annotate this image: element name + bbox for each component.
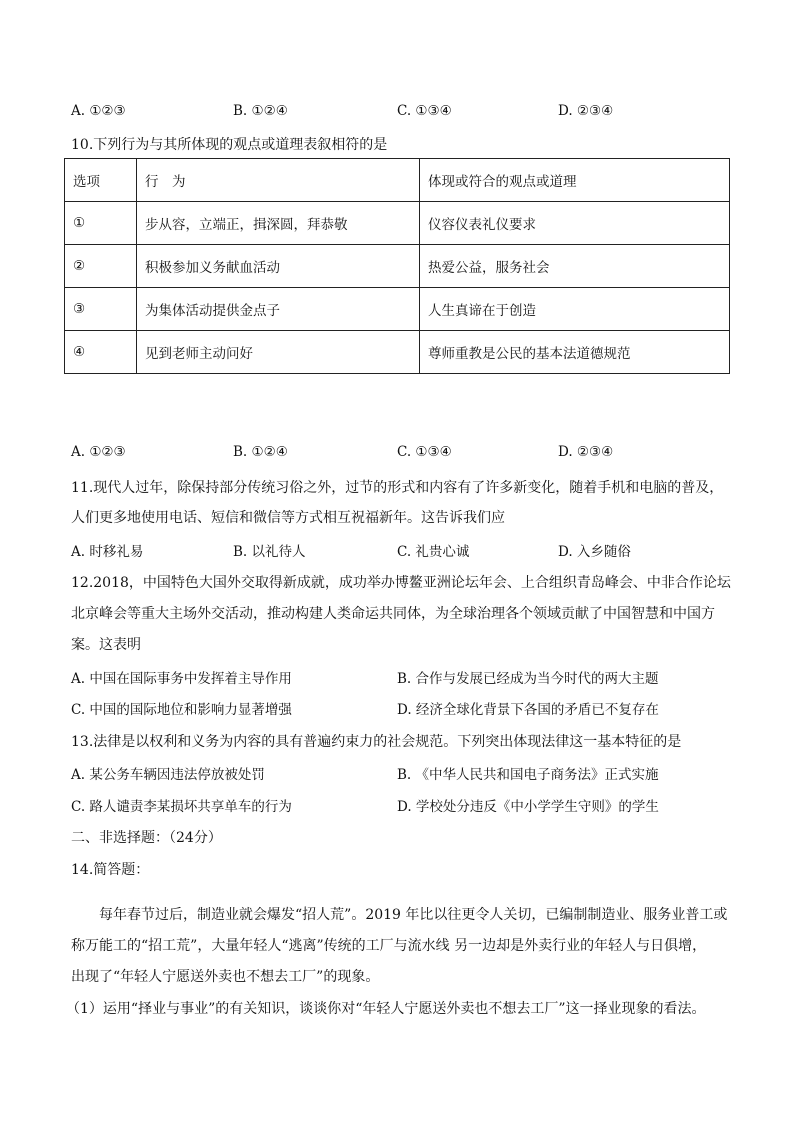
q11-option-d: D. 入乡随俗 <box>558 544 631 560</box>
q13-stem: 13.法律是以权利和义务为内容的具有普遍约束力的社会规范。下列突出体现法律这一基本特征的是 <box>71 734 682 750</box>
table-cell: ③ <box>65 288 137 331</box>
table-row <box>65 288 730 331</box>
table-row <box>65 331 730 374</box>
q12-stem-line-3: 案。这表明 <box>71 637 141 653</box>
q14-paragraph-line-1: 每年春节过后，制造业就会爆发“招人荒”。2019 年比以往更令人关切，已编制制造业、服务业普工或 <box>99 907 728 923</box>
q11-option-a: A. 时移礼易 <box>71 544 144 560</box>
q14-paragraph-line-3: 出现了“年轻人宁愿送外卖也不想去工厂”的现象。 <box>71 969 380 985</box>
q11-stem-line-1: 11.现代人过年，除保持部分传统习俗之外，过节的形式和内容有了许多新变化，随着手机和电脑的普及， <box>71 480 724 496</box>
q10-table <box>64 158 730 374</box>
table-header-cell: 体现或符合的观点或道理 <box>420 159 730 202</box>
table-cell: 为集体活动提供金点子 <box>137 288 420 331</box>
table-cell: 积极参加义务献血活动 <box>137 245 420 288</box>
q13-option-b: B. 《中华人民共和国电子商务法》正式实施 <box>397 767 659 783</box>
table-row <box>65 245 730 288</box>
q12-stem-line-2: 北京峰会等重大主场外交活动，推动构建人类命运共同体，为全球治理各个领域贡献了中国智慧和中国方 <box>71 606 715 622</box>
q9-option-c: C. ①③④ <box>397 103 452 119</box>
q11-option-b: B. 以礼待人 <box>233 544 306 560</box>
table-cell: ④ <box>65 331 137 374</box>
table-cell: 见到老师主动问好 <box>137 331 420 374</box>
q11-stem-line-2: 人们更多地使用电话、短信和微信等方式相互祝福新年。这告诉我们应 <box>71 510 505 526</box>
q12-option-b: B. 合作与发展已经成为当今时代的两大主题 <box>397 671 659 687</box>
q14-title: 14.简答题： <box>71 862 150 878</box>
q10-stem: 10.下列行为与其所体现的观点或道理表叙相符的是 <box>71 137 388 153</box>
table-cell: 热爱公益，服务社会 <box>420 245 730 288</box>
q9-option-a: A. ①②③ <box>71 103 126 119</box>
table-cell: 尊师重教是公民的基本法道德规范 <box>420 331 730 374</box>
q14-paragraph-line-2: 称万能工的“招工荒”，大量年轻人“逃离”传统的工厂与流水线 另一边却是外卖行业的年轻人与日俱增， <box>71 938 707 954</box>
q12-stem-line-1: 12.2018，中国特色大国外交取得新成就，成功举办博鳌亚洲论坛年会、上合组织青岛峰会、中非合作论坛 <box>71 575 731 591</box>
table-cell: 仪容仪表礼仪要求 <box>420 202 730 245</box>
q13-option-d: D. 学校处分违反《中小学学生守则》的学生 <box>397 799 659 815</box>
q14-subquestion-1: （1）运用“择业与事业”的有关知识，谈谈你对“年轻人宁愿送外卖也不想去工厂”这一择业现象的看法。 <box>66 1001 706 1017</box>
q10-option-c: C. ①③④ <box>397 444 452 460</box>
q12-option-d: D. 经济全球化背景下各国的矛盾已不复存在 <box>397 702 659 718</box>
table-header-cell: 行 为 <box>137 159 420 202</box>
q13-option-c: C. 路人谴责李某损坏共享单车的行为 <box>71 799 292 815</box>
q11-option-c: C. 礼贵心诚 <box>397 544 470 560</box>
q9-option-b: B. ①②④ <box>233 103 288 119</box>
q10-option-a: A. ①②③ <box>71 444 126 460</box>
q13-option-a: A. 某公务车辆因违法停放被处罚 <box>71 767 265 783</box>
q9-option-d: D. ②③④ <box>558 103 614 119</box>
table-cell: ② <box>65 245 137 288</box>
table-cell: ① <box>65 202 137 245</box>
q12-option-c: C. 中国的国际地位和影响力显著增强 <box>71 702 292 718</box>
table-cell: 步从容，立端正，揖深圆，拜恭敬 <box>137 202 420 245</box>
q10-option-b: B. ①②④ <box>233 444 288 460</box>
table-header-cell: 选项 <box>65 159 137 202</box>
table-cell: 人生真谛在于创造 <box>420 288 730 331</box>
section-heading: 二、非选择题：（24分） <box>71 830 222 846</box>
table-row <box>65 202 730 245</box>
q12-option-a: A. 中国在国际事务中发挥着主导作用 <box>71 671 292 687</box>
table-header-row <box>65 159 730 202</box>
q10-option-d: D. ②③④ <box>558 444 614 460</box>
